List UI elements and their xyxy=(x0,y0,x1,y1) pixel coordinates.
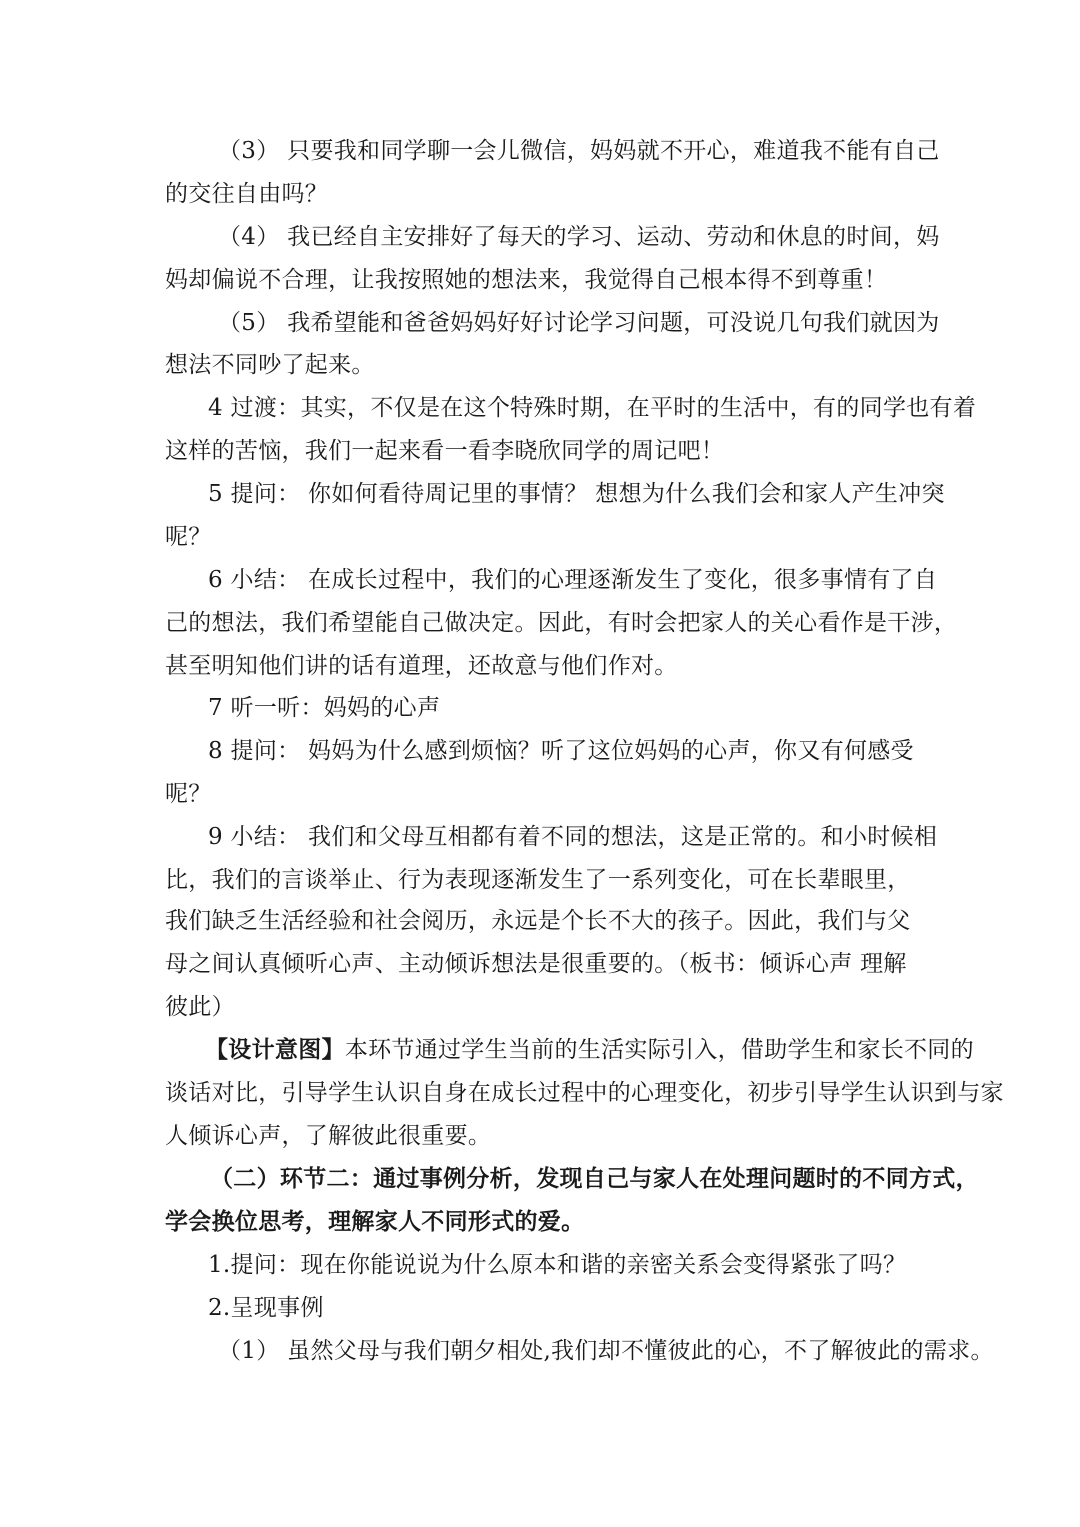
paragraph-5-line-2: 想法不同吵了起来。 xyxy=(165,352,375,378)
design-intent-line-3: 人倾诉心声，了解彼此很重要。 xyxy=(165,1123,492,1149)
step-8-line-1: 8 提问： 妈妈为什么感到烦恼？听了这位妈妈的心声，你又有何感受 xyxy=(208,738,914,764)
step-4-line-1: 4 过渡：其实，不仅是在这个特殊时期，在平时的生活中，有的同学也有着 xyxy=(208,395,977,421)
paragraph-4-line-2: 妈却偏说不合理，让我按照她的想法来，我觉得自己根本得不到尊重！ xyxy=(165,267,888,293)
paragraph-5-line-1: （5） 我希望能和爸爸妈妈好好讨论学习问题，可没说几句我们就因为 xyxy=(218,310,940,336)
step-9-line-5: 彼此） xyxy=(165,994,235,1020)
step-6-line-2: 己的想法，我们希望能自己做决定。因此，有时会把家人的关心看作是干涉， xyxy=(165,610,958,636)
step-8-line-2: 呢？ xyxy=(165,781,212,807)
step-6-line-1: 6 小结： 在成长过程中，我们的心理逐渐发生了变化，很多事情有了自 xyxy=(208,567,938,593)
question-1: 1.提问：现在你能说说为什么原本和谐的亲密关系会变得紧张了吗？ xyxy=(208,1252,907,1278)
step-5-line-1: 5 提问： 你如何看待周记里的事情？ 想想为什么我们会和家人产生冲突 xyxy=(208,481,945,507)
step-7-line-1: 7 听一听：妈妈的心声 xyxy=(208,695,441,721)
step-5-line-2: 呢？ xyxy=(165,524,212,550)
paragraph-3-line-1: （3） 只要我和同学聊一会儿微信，妈妈就不开心，难道我不能有自己 xyxy=(218,138,940,164)
section-2-heading-line-2: 学会换位思考，理解家人不同形式的爱。 xyxy=(165,1208,585,1235)
paragraph-3-line-2: 的交往自由吗？ xyxy=(165,181,329,207)
step-9-line-4: 母之间认真倾听心声、主动倾诉想法是很重要的。（板书：倾诉心声 理解 xyxy=(165,951,907,977)
step-9-line-2: 比，我们的言谈举止、行为表现逐渐发生了一系列变化，可在长辈眼里， xyxy=(165,867,911,893)
case-1: （1） 虽然父母与我们朝夕相处,我们却不懂彼此的心，不了解彼此的需求。 xyxy=(218,1338,994,1364)
step-9-line-1: 9 小结： 我们和父母互相都有着不同的想法，这是正常的。和小时候相 xyxy=(208,824,938,850)
design-intent-label: 【设计意图】 xyxy=(205,1036,345,1063)
section-2-heading-line-1: （二）环节二：通过事例分析，发现自己与家人在处理问题时的不同方式， xyxy=(210,1165,979,1192)
paragraph-4-line-1: （4） 我已经自主安排好了每天的学习、运动、劳动和休息的时间，妈 xyxy=(218,224,940,250)
case-heading: 2.呈现事例 xyxy=(208,1295,324,1321)
step-4-line-2: 这样的苦恼，我们一起来看一看李晓欣同学的周记吧！ xyxy=(165,438,725,464)
design-intent-line-2: 谈话对比，引导学生认识自身在成长过程中的心理变化，初步引导学生认识到与家 xyxy=(165,1080,1004,1106)
design-intent-line-1 xyxy=(205,1035,974,1065)
step-6-line-3: 甚至明知他们讲的话有道理，还故意与他们作对。 xyxy=(165,653,678,679)
step-9-line-3: 我们缺乏生活经验和社会阅历，永远是个长不大的孩子。因此，我们与父 xyxy=(165,908,911,934)
design-intent-text: 本环节通过学生当前的生活实际引入，借助学生和家长不同的 xyxy=(344,1037,974,1063)
